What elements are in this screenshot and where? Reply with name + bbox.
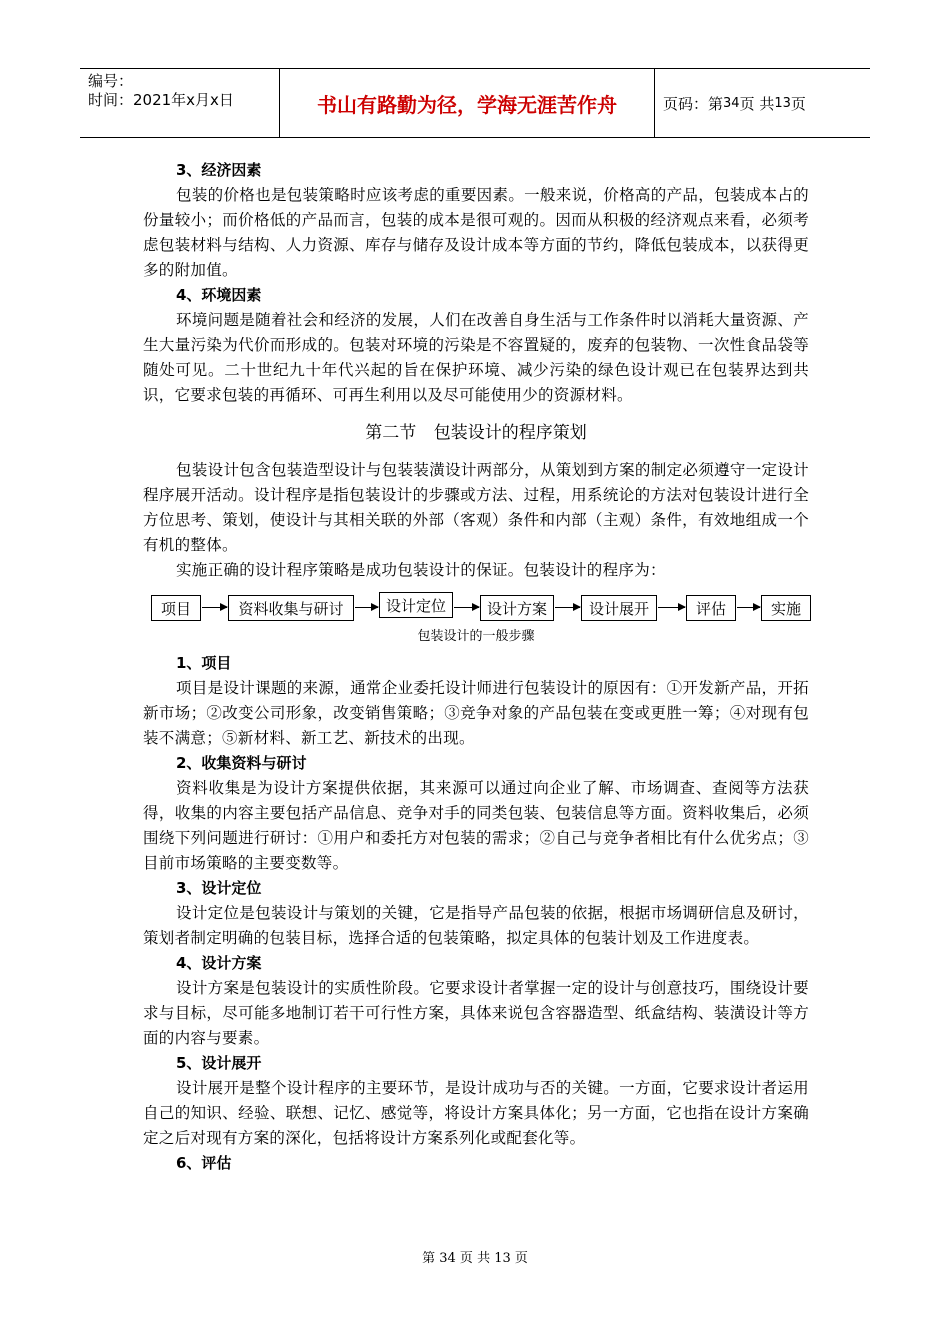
flow-step: 资料收集与研讨 — [228, 595, 354, 621]
flow-step: 实施 — [761, 595, 811, 621]
paragraph-step-4: 设计方案是包装设计的实质性阶段。它要求设计者掌握一定的设计与创意技巧，围绕设计要求与目标，尽可能多地制订若干可行性方案，具体来说包含容器造型、纸盒结构、装潢设计等方面的内容与要素。 — [143, 979, 809, 1047]
header-page-info — [655, 69, 870, 137]
page-suffix: 页 — [790, 94, 806, 113]
heading-step-5: 5、设计展开 — [176, 1054, 262, 1072]
flow-arrow — [555, 607, 580, 608]
number-label: 编号： — [88, 72, 134, 90]
heading-step-4: 4、设计方案 — [176, 954, 262, 972]
paragraph-step-5: 设计展开是整个设计程序的主要环节，是设计成功与否的关键。一方面，它要求设计者运用自己的知识、经验、联想、记忆、感觉等，将设计方案具体化；另一方面，它也指在设计方案确定之后对现有方案的深化，包括将设计方案系列化或配套化等。 — [143, 1079, 809, 1147]
section-title-text: 包装设计的程序策划 — [433, 423, 587, 443]
flow-arrow — [454, 607, 479, 608]
paragraph-step-2: 资料收集是为设计方案提供依据，其来源可以通过向企业了解、市场调查、查阅等方法获得，收集的内容主要包括产品信息、竞争对手的同类包装、包装信息等方面。资料收集后，必须围绕下列问题进行研讨：①用户和委托方对包装的需求；②自己与竞争者相比有什么优劣点；③目前市场策略的主要变数等。 — [143, 779, 809, 872]
time-label: 时间：2021年x月x日 — [88, 91, 234, 109]
heading-environment-factors: 4、环境因素 — [176, 286, 262, 304]
flow-arrow — [202, 607, 227, 608]
page-mid: 页 共 — [739, 94, 775, 113]
paragraph-intro: 包装设计包含包装造型设计与包装装潢设计两部分，从策划到方案的制定必须遵守一定设计程序展开活动。设计程序是指包装设计的步骤或方法、过程，用系统论的方法对包装设计进行全方位思考、策划，使设计与其相关联的外部（客观）条件和内部（主观）条件，有效地组成一个有机的整体。 — [143, 461, 809, 554]
flow-step: 项目 — [151, 595, 201, 621]
heading-step-3: 3、设计定位 — [176, 879, 262, 897]
section-label: 第二节 — [365, 423, 417, 443]
flow-step: 设计方案 — [480, 595, 554, 621]
page-header — [80, 68, 870, 138]
heading-economic-factors: 3、经济因素 — [176, 161, 262, 179]
page-total: 13 — [774, 95, 791, 111]
paragraph-procedure: 实施正确的设计程序策略是成功包装设计的保证。包装设计的程序为： — [176, 561, 666, 579]
section-title — [143, 408, 809, 458]
flow-arrow — [658, 607, 685, 608]
paragraph-step-1: 项目是设计课题的来源，通常企业委托设计师进行包装设计的原因有：①开发新产品，开拓新市场；②改变公司形象，改变销售策略；③竞争对象的产品包装在变或更胜一筹；④对现有包装不满意；⑤新材料、新工艺、新技术的出现。 — [143, 679, 809, 747]
heading-step-1: 1、项目 — [176, 654, 232, 672]
header-meta — [80, 69, 280, 137]
flow-arrow — [737, 607, 760, 608]
flow-step: 评估 — [686, 595, 736, 621]
page-prefix: 页码：第 — [663, 94, 724, 113]
paragraph-economic-factors: 包装的价格也是包装策略时应该考虑的重要因素。一般来说，价格高的产品，包装成本占的份量较小；而价格低的产品而言，包装的成本是很可观的。因而从积极的经济观点来看，必须考虑包装材料与结构、人力资源、库存与储存及设计成本等方面的节约，降低包装成本，以获得更多的附加值。 — [143, 186, 809, 279]
page-footer: 第 34 页 共 13 页 — [422, 1251, 528, 1266]
flowchart-caption: 包装设计的一般步骤 — [417, 629, 535, 644]
heading-step-6: 6、评估 — [176, 1154, 232, 1172]
heading-step-2: 2、收集资料与研讨 — [176, 754, 307, 772]
flow-step: 设计定位 — [379, 592, 453, 618]
header-motto: 书山有路勤为径，学海无涯苦作舟 — [280, 69, 655, 137]
paragraph-environment-factors: 环境问题是随着社会和经济的发展，人们在改善自身生活与工作条件时以消耗大量资源、产生大量污染为代价而形成的。包装对环境的污染是不容置疑的，废弃的包装物、一次性食品袋等随处可见。二十世纪九十年代兴起的旨在保护环境、减少污染的绿色设计观已在包装界达到共识，它要求包装的再循环、可再生利用以及尽可能使用少的资源材料。 — [143, 311, 809, 404]
document-body — [143, 158, 809, 1176]
paragraph-step-3: 设计定位是包装设计与策划的关键，它是指导产品包装的依据，根据市场调研信息及研讨，策划者制定明确的包装目标，选择合适的包装策略，拟定具体的包装计划及工作进度表。 — [143, 904, 809, 947]
flow-arrow — [355, 607, 378, 608]
process-flowchart — [143, 589, 809, 651]
flow-step: 设计展开 — [581, 595, 657, 621]
page-number: 34 — [723, 95, 740, 111]
